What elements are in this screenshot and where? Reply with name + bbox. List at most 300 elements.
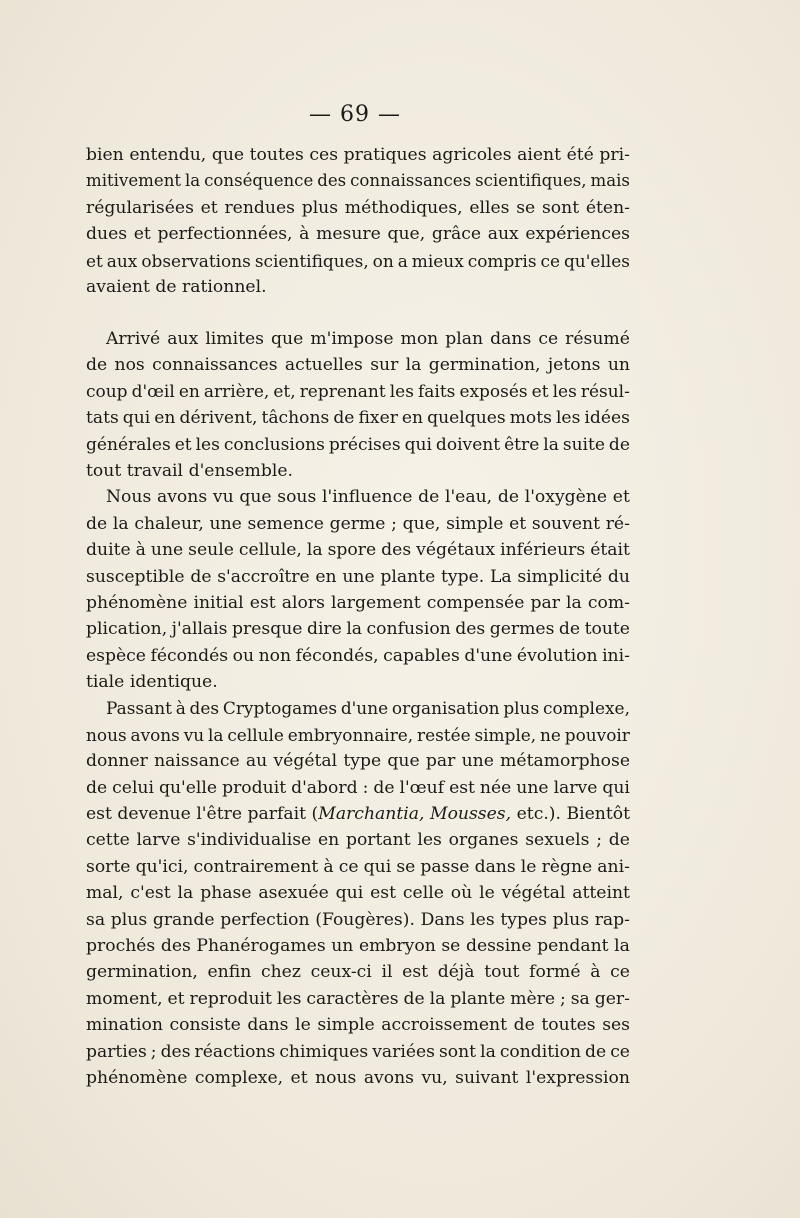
text-line [86,274,630,300]
word: ne [540,724,561,745]
word: aux [487,224,519,245]
word: une [150,540,184,561]
word: sont [541,197,580,218]
word: phase [200,883,252,904]
word: : [362,777,369,798]
word: la [543,434,559,455]
word: des [160,1041,191,1062]
word: que [271,329,304,349]
word: suite [562,434,605,455]
word: larve [136,830,181,851]
word: com- [587,592,630,613]
word: qu'ici, [135,856,189,877]
word: quelques [427,408,506,429]
word: duite [86,540,131,561]
word: simple, [474,724,537,745]
word: mination [86,1015,163,1036]
word: ce [338,856,359,877]
word: coup [86,381,128,402]
word: Mousses, [429,804,512,825]
word: pri- [599,145,630,165]
word: mitivement [86,171,182,191]
word: plante [380,566,436,587]
word: perfectionnées, [157,224,293,245]
word: l'influence [322,487,413,508]
word: végétaux [416,540,496,561]
text-line [86,748,630,774]
word: celui [112,777,155,798]
word: de [418,487,440,508]
word: que, [387,224,426,245]
word: de [513,1015,535,1036]
word: qui [122,408,151,429]
word: conclusions [223,434,325,455]
word: qui [602,777,630,798]
word: mieux [411,250,464,271]
text-line [86,458,630,484]
word: les [389,381,414,402]
word: tats [86,408,119,429]
word: faits [418,381,456,402]
word: végétal [273,751,338,772]
word: perfection [220,909,310,930]
word: compris [467,250,537,271]
word: simple [446,513,504,534]
word: reprenant [299,381,386,402]
word: bien [86,145,124,165]
word: l'œuf [399,777,445,798]
word: en [401,408,424,429]
word: rendues [224,197,295,218]
word: embryon [358,935,436,956]
word: une [461,751,494,772]
word: portant [345,830,411,851]
text-line [86,880,630,906]
text-line [86,511,630,537]
text-line [86,432,630,458]
word: de [608,434,630,455]
word: types [500,909,547,930]
word: organes [448,830,519,851]
word: nos [114,355,145,376]
word: le [295,1015,311,1036]
word: est [449,777,475,798]
word: germination, [86,962,198,983]
word: se [396,856,416,877]
word: plus [301,197,339,218]
word: ou [232,645,255,666]
word: d'abord [291,777,358,798]
word: les [555,408,581,429]
word: des [381,540,412,561]
word: dans [247,1015,289,1036]
word: aient [517,145,562,165]
word: où [450,883,473,904]
paragraph-2 [86,326,630,484]
word: dessine [465,935,532,956]
word: et [509,513,527,534]
word: mal, [86,883,124,904]
word: simple [317,1015,375,1036]
word: plus [552,909,590,930]
word: aux [167,329,199,349]
text-line [86,827,630,853]
word: et [86,250,103,271]
word: plication, [86,619,168,640]
word: dérivent, [179,408,258,429]
word: souvent [531,513,600,534]
word: de [497,487,520,508]
text-line [86,142,630,168]
word: chimiques [279,1041,369,1062]
word: larve [553,777,598,798]
word: ce [610,962,630,983]
word: en [154,408,176,429]
word: se [441,935,461,956]
word: s'individualise [187,830,312,851]
word: dire [306,619,342,640]
word: du [607,566,630,587]
word: résumé [565,329,630,349]
text-line [86,1065,630,1091]
word: Phanérogames [196,935,326,956]
word: ses [602,1015,630,1036]
word: plus [503,698,540,719]
word: variées [372,1041,435,1062]
word: une [516,777,549,798]
word: seule [188,540,234,561]
word: j'allais [171,619,228,640]
word: s'accroître [217,566,310,587]
word: mots [509,408,552,429]
word: cellule [227,724,284,745]
word: de [403,988,425,1009]
word: mère [510,988,556,1009]
word: Arrivé [106,329,161,349]
word: méthodiques, [344,197,463,218]
text-line [86,352,630,378]
word: est [370,883,397,904]
word: rationnel. [182,276,267,297]
word: la [177,883,194,904]
text-line [86,959,630,985]
word: l'eau, [444,487,493,508]
word: largement [331,592,421,613]
word: toute [584,619,630,640]
word: type. [440,566,485,587]
word: consiste [169,1015,241,1036]
word: grâce [431,224,482,245]
word: pendant [537,935,609,956]
word: de [86,355,108,376]
word: aux [106,250,138,271]
word: l'expression [525,1067,630,1088]
word: en [178,381,200,402]
word: générales [86,434,171,455]
word: dans [490,329,532,349]
word: de [585,1041,607,1062]
word: que [211,145,245,165]
text-line [86,695,630,721]
word: germination, [428,355,541,376]
word: à [590,962,601,983]
word: pratiques [343,145,427,165]
word: ; [391,513,397,534]
word: presque [231,619,303,640]
word: et [167,988,185,1009]
word: par [425,751,456,772]
word: observations [141,250,251,271]
word: l'oxygène [524,487,608,508]
word: qu'elle [158,777,218,798]
text-line [86,195,630,221]
word: éten- [585,197,630,218]
word: germes [489,619,555,640]
word: et [612,487,630,508]
word: nous [86,724,127,745]
word: La [489,566,512,587]
word: ger- [594,988,630,1009]
word: actuelles [284,355,363,376]
word: jetons [547,355,601,376]
word: restée [417,724,471,745]
word: enfin [207,962,252,983]
word: de [86,513,108,534]
word: ceux-ci [310,962,372,983]
word: est [249,592,276,613]
word: précises [328,434,401,455]
word: vu [212,487,234,508]
text-line [86,775,630,801]
word: au [245,751,268,772]
word: ini- [602,645,630,666]
word: à [175,698,186,719]
word: est [86,804,112,825]
word: à [135,540,146,561]
word: nous [315,1067,357,1088]
word: avaient [86,276,150,297]
word: d'œil [131,381,175,402]
word: se [516,197,536,218]
word: caractères [306,988,399,1009]
word: les [195,434,220,455]
text-line [86,616,630,642]
word: exposés [459,381,528,402]
word: embryonnaire, [287,724,414,745]
body-text [86,326,630,1091]
word: doivent [435,434,501,455]
word: tâchons [261,408,330,429]
word: régularisées [86,197,194,218]
text-line [86,168,630,194]
word: un [607,355,630,376]
word: etc.). [516,804,561,825]
word: résul- [580,381,630,402]
word: sur [370,355,399,376]
text-line [86,248,630,274]
text-line [86,669,630,695]
word: à [323,856,334,877]
word: réactions [194,1041,276,1062]
word: initial [193,592,244,613]
text-line [86,379,630,405]
word: était [590,540,630,561]
word: à [299,224,310,245]
text-line [86,326,630,352]
text-line [86,537,630,563]
word: Passant [106,698,172,719]
word: espèce [86,645,146,666]
paragraph-3 [86,484,630,695]
word: chaleur, [134,513,204,534]
word: ; [150,1041,157,1062]
word: fixer [358,408,398,429]
page-number: — 69 — [309,102,401,127]
word: des [455,619,486,640]
word: mon [400,329,439,349]
word: un [331,935,354,956]
word: sexuels [525,830,590,851]
word: pouvoir [564,724,630,745]
word: celle [402,883,444,904]
word: des [189,698,220,719]
word: la [429,988,446,1009]
word: identique. [129,672,218,693]
word: d'ensemble. [188,460,293,481]
word: chez [260,962,301,983]
word: plan [445,329,484,349]
word: phénomène [86,1067,188,1088]
word: a [397,250,408,271]
word: des [317,171,347,191]
word: une [342,566,375,587]
word: expériences [525,224,630,245]
word: de [155,276,177,297]
word: la [614,935,630,956]
word: Dans [420,909,465,930]
word: condition [499,1041,582,1062]
word: cellule, [238,540,302,561]
word: compensée [426,592,525,613]
word: vu [183,724,205,745]
word: scientifiques, [475,171,587,191]
text-line [86,907,630,933]
word: inférieurs [500,540,586,561]
word: donner [86,751,148,772]
text-line [86,484,630,510]
word: et [133,224,151,245]
word: sous [277,487,317,508]
word: en [315,566,337,587]
word: de [86,777,108,798]
word: d'une [464,645,513,666]
paragraph-1 [86,142,630,300]
word: travail [126,460,184,481]
word: spore [327,540,377,561]
word: des [160,935,191,956]
word: grande [152,909,215,930]
text-line [86,590,630,616]
word: alors [281,592,325,613]
text-line [86,564,630,590]
text-line [86,854,630,880]
word: avons [363,1067,415,1088]
word: moment, [86,988,163,1009]
word: (Fougères). [315,909,415,930]
word: est [402,962,429,983]
word: la [346,619,363,640]
word: fécondés, [295,645,379,666]
word: sa [86,909,106,930]
word: vu, [421,1067,448,1088]
word: la [480,1041,496,1062]
text-line [86,933,630,959]
word: atteint [572,883,630,904]
word: ce [610,1041,630,1062]
word: idées [584,408,630,429]
word: plante [450,988,506,1009]
word: qu'elles [563,250,630,271]
word: tiale [86,672,125,693]
word: capables [383,645,460,666]
word: et, [273,381,296,402]
word: Cryptogames [222,698,338,719]
word: ; [596,830,603,851]
word: et [531,381,549,402]
word: mesure [316,224,381,245]
word: entendu, [129,145,207,165]
word: les [470,909,495,930]
word: la [306,540,323,561]
word: ani- [597,856,630,877]
word: connaissances [152,355,278,376]
word: qui [363,856,392,877]
text-line [86,986,630,1012]
word: la [405,355,422,376]
word: arrière, [203,381,270,402]
word: susceptible [86,566,185,587]
word: limites [205,329,265,349]
word: avons [130,724,180,745]
word: une [209,513,242,534]
word: organisation [391,698,500,719]
word: non [258,645,292,666]
word: dues [86,224,128,245]
word: simplicité [517,566,603,587]
word: suivant [455,1067,519,1088]
word: semence [247,513,324,534]
word: il [381,962,393,983]
word: ce [540,250,560,271]
word: complexe, [542,698,630,719]
text-line [86,221,630,247]
word: ; [559,988,566,1009]
word: Nous [106,487,152,508]
word: contrairement [193,856,319,877]
word: ce [538,329,559,349]
word: ces [309,145,339,165]
word: accroissement [381,1015,508,1036]
text-line [86,643,630,669]
word: dans [474,856,516,877]
paragraph-4 [86,695,630,1091]
word: avons [156,487,208,508]
word: parties [86,1041,147,1062]
word: tout [86,460,122,481]
word: sa [570,988,590,1009]
word: agricoles [432,145,512,165]
word: les [552,381,577,402]
